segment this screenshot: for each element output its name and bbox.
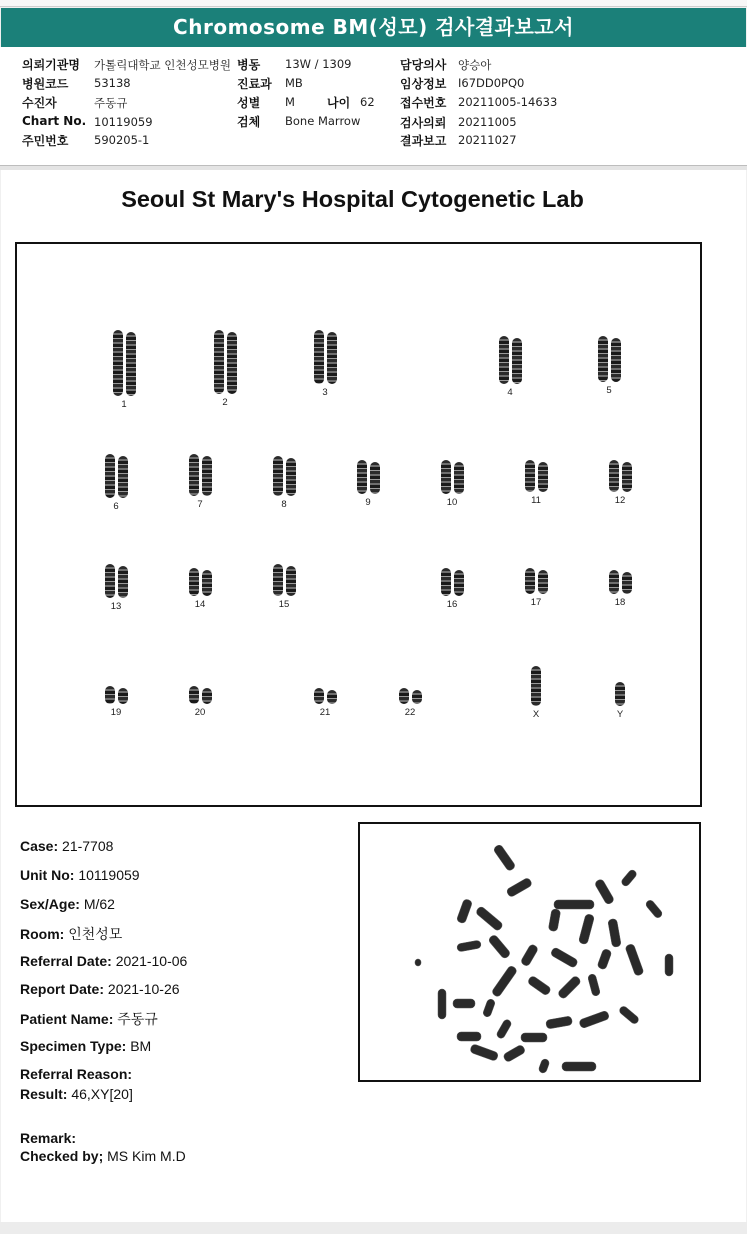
chromatid-bar xyxy=(118,456,128,498)
chromosome-8 xyxy=(255,454,313,510)
chromosome-label: 13 xyxy=(110,601,122,612)
chromosome-label: 5 xyxy=(606,385,612,396)
chromosome-6 xyxy=(87,452,145,512)
chromosome-11 xyxy=(507,458,565,506)
chromatid-bar xyxy=(189,568,199,596)
chromatid-bar xyxy=(357,460,367,494)
value-clinical-info: I67DD0PQ0 xyxy=(458,76,525,90)
label-patient: 수진자 xyxy=(22,96,57,110)
chromosome-label: X xyxy=(532,709,540,720)
chromosome-label: 2 xyxy=(222,397,228,408)
chromosome-label: 21 xyxy=(319,707,331,718)
chromatid-bar xyxy=(105,454,115,498)
chromatid-bar xyxy=(609,570,619,594)
field-sex-age: Sex/Age: M/62 xyxy=(20,896,115,912)
chromatid-bar xyxy=(118,566,128,598)
label-resident-number: 주민번호 xyxy=(22,134,69,148)
chromosome-label: 11 xyxy=(531,495,541,506)
value-sex: M xyxy=(285,95,295,109)
field-case: Case: 21-7708 xyxy=(20,838,114,854)
label-attending-doctor: 담당의사 xyxy=(400,58,447,72)
field-referral-date: Referral Date: 2021-10-06 xyxy=(20,953,188,969)
patient-info-panel xyxy=(0,47,747,166)
chromosome-label: 20 xyxy=(194,707,206,718)
chromatid-bar xyxy=(538,570,548,594)
chromosome-18 xyxy=(591,568,649,608)
value-patient: 주동규 xyxy=(94,96,128,110)
chromatid-bar xyxy=(202,456,212,496)
chromatid-bar xyxy=(531,666,541,706)
chromosome-x xyxy=(507,664,565,720)
field-room: Room: 인천성모 xyxy=(20,926,123,942)
chromatid-bar xyxy=(598,336,608,382)
value-requesting-institution: 가톨릭대학교 인천성모병원 xyxy=(94,58,231,72)
value-department: MB xyxy=(285,76,303,90)
field-referral-reason: Referral Reason: xyxy=(20,1066,133,1082)
chromosome-label: 19 xyxy=(110,707,122,718)
chromatid-bar xyxy=(525,568,535,594)
chromatid-bar xyxy=(189,686,199,704)
value-test-request: 20211005 xyxy=(458,115,517,129)
chromatid-bar xyxy=(538,462,548,492)
chromosome-label: 16 xyxy=(446,599,458,610)
chromosome-label: 17 xyxy=(530,597,542,608)
chromosome-2 xyxy=(196,328,254,408)
window-top-edge xyxy=(0,0,747,7)
label-age: 나이 xyxy=(327,96,351,110)
label-clinical-info: 임상정보 xyxy=(400,77,447,91)
chromatid-bar xyxy=(370,462,380,494)
value-specimen: Bone Marrow xyxy=(285,114,361,128)
value-attending-doctor: 양승아 xyxy=(458,58,492,72)
chromosome-label: 1 xyxy=(121,399,127,410)
label-hospital-code: 병원코드 xyxy=(22,77,69,91)
chromosome-16 xyxy=(423,566,481,610)
chromosome-label: 9 xyxy=(365,497,371,508)
label-test-request: 검사의뢰 xyxy=(400,116,447,130)
chromosome-13 xyxy=(87,562,145,612)
chromatid-bar xyxy=(273,456,283,496)
chromatid-bar xyxy=(273,564,283,596)
chromosome-label: 18 xyxy=(614,597,626,608)
chromatid-bar xyxy=(615,682,625,706)
value-accession-number: 20211005-14633 xyxy=(458,95,558,109)
chromosome-17 xyxy=(507,566,565,608)
chromatid-bar xyxy=(189,454,199,496)
value-result-report: 20211027 xyxy=(458,133,517,147)
value-ward: 13W / 1309 xyxy=(285,57,352,71)
chromosome-label: 22 xyxy=(404,707,416,718)
label-specimen: 검체 xyxy=(237,115,261,129)
chromatid-bar xyxy=(412,690,422,704)
chromatid-bar xyxy=(327,332,337,384)
field-checked-by: Checked by; MS Kim M.D xyxy=(20,1148,186,1164)
chromatid-bar xyxy=(286,566,296,596)
page-title: Chromosome BM(성모) 검사결과보고서 xyxy=(1,8,746,47)
chromosome-14 xyxy=(171,566,229,610)
chromosome-label: 4 xyxy=(507,387,513,398)
chromosome-7 xyxy=(171,452,229,510)
page-bottom-bar xyxy=(0,1222,747,1234)
karyotype-image xyxy=(15,242,702,807)
lab-name-heading: Seoul St Mary's Hospital Cytogenetic Lab xyxy=(121,186,584,212)
chromatid-bar xyxy=(202,570,212,596)
chromatid-bar xyxy=(622,572,632,594)
cytogenetic-report xyxy=(1,170,746,1222)
chromosome-label: 7 xyxy=(197,499,203,510)
chromatid-bar xyxy=(611,338,621,382)
chromosome-label: 14 xyxy=(194,599,206,610)
chromosome-y xyxy=(591,680,649,720)
chromatid-bar xyxy=(622,462,632,492)
chromosome-10 xyxy=(423,458,481,508)
field-remark: Remark: xyxy=(20,1130,77,1146)
chromosome-19 xyxy=(87,684,145,718)
value-resident-number: 590205-1 xyxy=(94,133,150,147)
chromatid-bar xyxy=(286,458,296,496)
chromosome-1 xyxy=(95,328,153,410)
label-department: 진료과 xyxy=(237,77,272,91)
chromatid-bar xyxy=(214,330,224,394)
chromatid-bar xyxy=(105,564,115,598)
chromatid-bar xyxy=(314,688,324,704)
chromosome-20 xyxy=(171,684,229,718)
chromosome-label: 10 xyxy=(446,497,458,508)
chromatid-bar xyxy=(327,690,337,704)
label-sex: 성별 xyxy=(237,96,261,110)
chromosome-label: 3 xyxy=(322,387,328,398)
chromatid-bar xyxy=(454,570,464,596)
chromatid-bar xyxy=(105,686,115,704)
chromosome-label: 6 xyxy=(113,501,119,512)
chromatid-bar xyxy=(525,460,535,492)
value-hospital-code: 53138 xyxy=(94,76,131,90)
chromatid-bar xyxy=(499,336,509,384)
chromatid-bar xyxy=(454,462,464,494)
chromosome-22 xyxy=(381,686,439,718)
chromatid-bar xyxy=(314,330,324,384)
chromosome-label: 8 xyxy=(281,499,287,510)
label-result-report: 결과보고 xyxy=(400,134,447,148)
chromosome-15 xyxy=(255,562,313,610)
value-chart-no: 10119059 xyxy=(94,115,153,129)
chromosome-9 xyxy=(339,458,397,508)
chromosome-12 xyxy=(591,458,649,506)
chromatid-bar xyxy=(609,460,619,492)
value-age: 62 xyxy=(360,95,375,109)
label-ward: 병동 xyxy=(237,58,261,72)
metaphase-image xyxy=(358,822,701,1082)
chromosome-label: 12 xyxy=(614,495,626,506)
field-specimen-type: Specimen Type: BM xyxy=(20,1038,152,1054)
label-accession-number: 접수번호 xyxy=(400,96,447,110)
metaphase-spread xyxy=(360,824,699,1080)
chromatid-bar xyxy=(441,460,451,494)
chromatid-bar xyxy=(113,330,123,396)
field-patient-name: Patient Name: 주동규 xyxy=(20,1011,158,1027)
field-report-date: Report Date: 2021-10-26 xyxy=(20,981,180,997)
chromatid-bar xyxy=(512,338,522,384)
chromosome-label: 15 xyxy=(278,599,290,610)
field-result: Result: 46,XY[20] xyxy=(20,1086,133,1102)
chromatid-bar xyxy=(441,568,451,596)
chromosome-21 xyxy=(296,686,354,718)
chromatid-bar xyxy=(399,688,409,704)
field-unit-no: Unit No: 10119059 xyxy=(20,867,140,883)
chromatid-bar xyxy=(227,332,237,394)
chromatid-bar xyxy=(202,688,212,704)
chromatid-bar xyxy=(126,332,136,396)
chromosome-5 xyxy=(580,334,638,396)
chromosome-4 xyxy=(481,334,539,398)
label-requesting-institution: 의뢰기관명 xyxy=(22,58,80,72)
chromosome-label: Y xyxy=(616,709,624,720)
chromosome-3 xyxy=(296,328,354,398)
chromatid-bar xyxy=(118,688,128,704)
label-chart-no: Chart No. xyxy=(22,114,87,128)
